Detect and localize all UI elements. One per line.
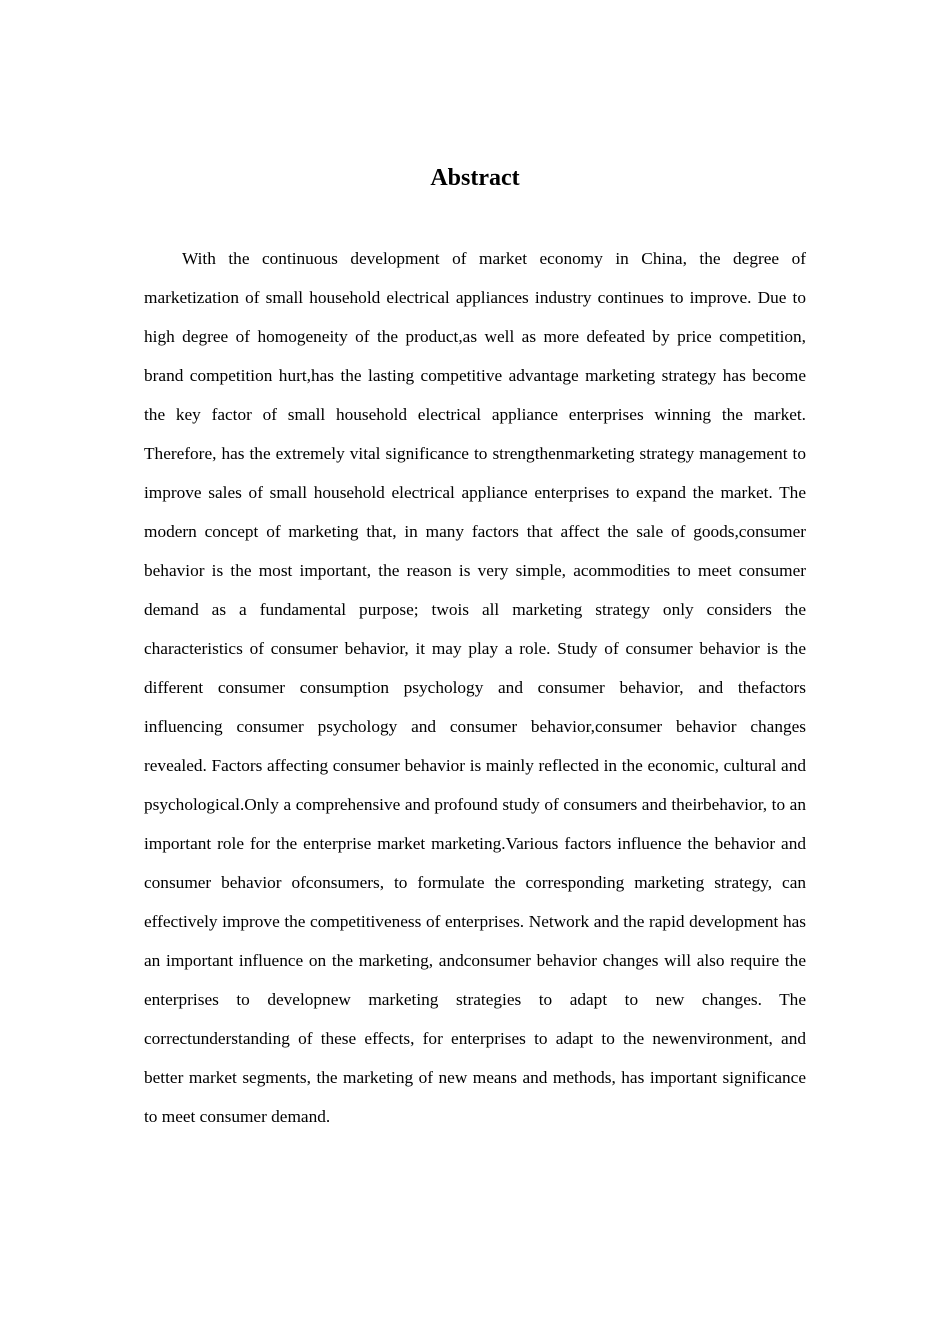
abstract-title: Abstract xyxy=(430,165,520,191)
abstract-paragraph: With the continuous development of market economy in China, the degree of marketization of small household electrical appliances industry continues to improve. Due to high degree of homogeneity of the product,as well as more defeated by price competition, brand competition hurt,has the lasting competitive advantage marketing strategy has become the key factor of small household electrical appliance enterprises winning the market. Therefore, has the extremely vital significance to strengthenmarketing strategy management to improve sales of small household electrical appliance enterprises to expand the market. The modern concept of marketing that, in many factors that affect the sale of goods,consumer behavior is the most important, the reason is very simple, acommodities to meet consumer demand as a fundamental purpose; twois all marketing strategy only considers the characteristics of consumer behavior, it may play a role. Study of consumer behavior is the different consumer consumption psychology and consumer behavior, and thefactors influencing consumer psychology and consumer behavior,consumer behavior changes revealed. Factors affecting consumer behavior is mainly reflected in the economic, cultural and psychological.Only a comprehensive and profound study of consumers and theirbehavior, to an important role for the enterprise market marketing.Various factors influence the behavior and consumer behavior ofconsumers, to formulate the corresponding marketing strategy, can effectively improve the competitiveness of enterprises. Network and the rapid development has an important influence on the marketing, andconsumer behavior changes will also require the enterprises to developnew marketing strategies to adapt to new changes. The correctunderstanding of these effects, for enterprises to adapt to the newenvironment, and better market segments, the marketing of new means and methods, has important significance to meet consumer demand. xyxy=(144,249,806,1126)
